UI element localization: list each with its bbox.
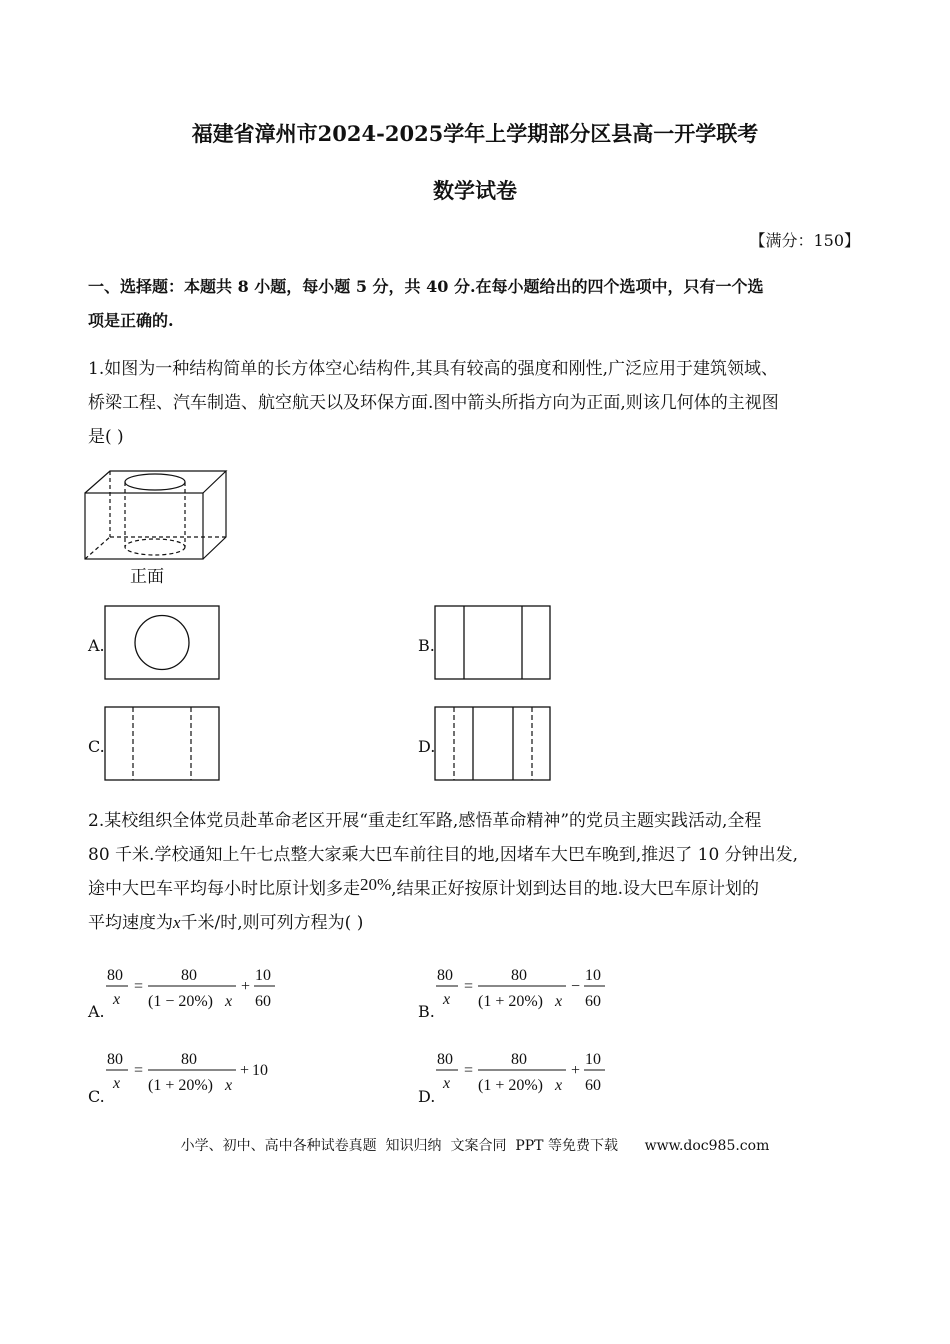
a-tail-num: 10 <box>255 967 271 984</box>
d-lhs-num: 80 <box>437 1051 453 1068</box>
d-tail-den: 60 <box>585 1077 601 1094</box>
q2-line4-part2: 千米/时,则可列方程为( ) <box>180 913 364 933</box>
q1-option-d-label[interactable]: D. <box>418 737 436 756</box>
q1-option-a-label[interactable]: A. <box>88 636 105 655</box>
b-tail-num: 10 <box>585 967 601 984</box>
q1-option-c-figure[interactable] <box>104 706 220 782</box>
c-lhs-num: 80 <box>107 1051 123 1068</box>
svg-text:=: = <box>134 978 144 995</box>
d-tail-num: 10 <box>585 1051 601 1068</box>
q2-line3 <box>88 872 868 906</box>
c-tail-plain: 10 <box>252 1062 268 1079</box>
q2-option-b-formula[interactable] <box>434 962 614 1014</box>
q2-line3-part1: 途中大巴车平均每小时比原计划多走 <box>88 879 360 899</box>
b-rhs-den-b: x <box>555 993 563 1010</box>
full-score: 【满分：150】 <box>749 231 860 250</box>
q2-option-a-label[interactable]: A. <box>88 1002 105 1021</box>
c-rhs-den-a: (1 + 20%) <box>148 1077 214 1094</box>
a-op: + <box>241 978 251 995</box>
d-rhs-den-a: (1 + 20%) <box>478 1077 544 1094</box>
a-rhs-den-a: (1 − 20%) <box>148 993 214 1010</box>
q2-line2: 80 千米.学校通知上午七点整大家乘大巴车前往目的地,因堵车大巴车晚到,推迟了 10 分钟出发, <box>88 845 799 865</box>
b-op: − <box>571 978 581 995</box>
q1-option-d-figure[interactable] <box>434 706 552 782</box>
q2-option-b-label[interactable]: B. <box>418 1002 435 1021</box>
q1-option-b-figure[interactable] <box>434 605 552 681</box>
question-2-text <box>88 804 868 940</box>
section-heading <box>88 270 868 338</box>
q2-option-d-label[interactable]: D. <box>418 1087 436 1106</box>
q1-line3: 是( ) <box>88 427 124 447</box>
svg-text:=: = <box>134 1062 144 1079</box>
q1-option-b-label[interactable]: B. <box>418 636 435 655</box>
q2-line4-part1: 平均速度为 <box>88 913 173 933</box>
d-lhs-den: x <box>443 1075 451 1092</box>
a-lhs-num: 80 <box>107 967 123 984</box>
section-heading-line1: 一、选择题：本题共 8 小题，每小题 5 分，共 40 分.在每小题给出的四个选项中，只有一个选 <box>88 277 764 296</box>
a-lhs-den: x <box>113 991 121 1008</box>
exam-title: 福建省漳州市2024-2025学年上学期部分区县高一开学联考 <box>191 121 759 146</box>
b-lhs-num: 80 <box>437 967 453 984</box>
q1-option-c-label[interactable]: C. <box>88 737 105 756</box>
q1-option-a-figure[interactable] <box>104 605 220 681</box>
q1-line1: 1.如图为一种结构简单的长方体空心结构件,其具有较高的强度和刚性,广泛应用于建筑领域、 <box>88 359 779 379</box>
a-rhs-num: 80 <box>181 967 197 984</box>
exam-subtitle: 数学试卷 <box>433 178 517 203</box>
q2-line1: 2.某校组织全体党员赴革命老区开展“重走红军路,感悟革命精神”的党员主题实践活动,全程 <box>88 811 762 831</box>
q2-line3-part2: ,结果正好按原计划到达目的地.设大巴车原计划的 <box>391 879 759 899</box>
c-rhs-num: 80 <box>181 1051 197 1068</box>
c-op: + <box>240 1062 250 1079</box>
q2-percent: 20% <box>360 875 392 894</box>
q2-option-c-label[interactable]: C. <box>88 1087 105 1106</box>
b-rhs-den-a: (1 + 20%) <box>478 993 544 1010</box>
question-1-text <box>88 352 868 454</box>
svg-text:=: = <box>464 1062 474 1079</box>
d-op: + <box>571 1062 581 1079</box>
c-rhs-den-b: x <box>225 1077 233 1094</box>
q2-variable-x: x <box>173 913 181 932</box>
q2-option-c-formula[interactable] <box>104 1046 284 1098</box>
a-tail-den: 60 <box>255 993 271 1010</box>
q2-option-d-formula[interactable] <box>434 1046 614 1098</box>
a-rhs-den-b: x <box>225 993 233 1010</box>
q2-line4 <box>88 906 868 940</box>
c-lhs-den: x <box>113 1075 121 1092</box>
svg-text:=: = <box>464 978 474 995</box>
b-tail-den: 60 <box>585 993 601 1010</box>
q2-option-a-formula[interactable] <box>104 962 284 1014</box>
page-footer: 小学、初中、高中各种试卷真题 知识归纳 文案合同 PPT 等免费下载 www.doc985.com <box>180 1138 770 1154</box>
figure-caption-front: 正面 <box>130 567 164 587</box>
b-rhs-num: 80 <box>511 967 527 984</box>
d-rhs-num: 80 <box>511 1051 527 1068</box>
q1-line2: 桥梁工程、汽车制造、航空航天以及环保方面.图中箭头所指方向为正面,则该几何体的主视图 <box>88 393 779 413</box>
d-rhs-den-b: x <box>555 1077 563 1094</box>
b-lhs-den: x <box>443 991 451 1008</box>
section-heading-line2: 项是正确的. <box>88 311 174 330</box>
